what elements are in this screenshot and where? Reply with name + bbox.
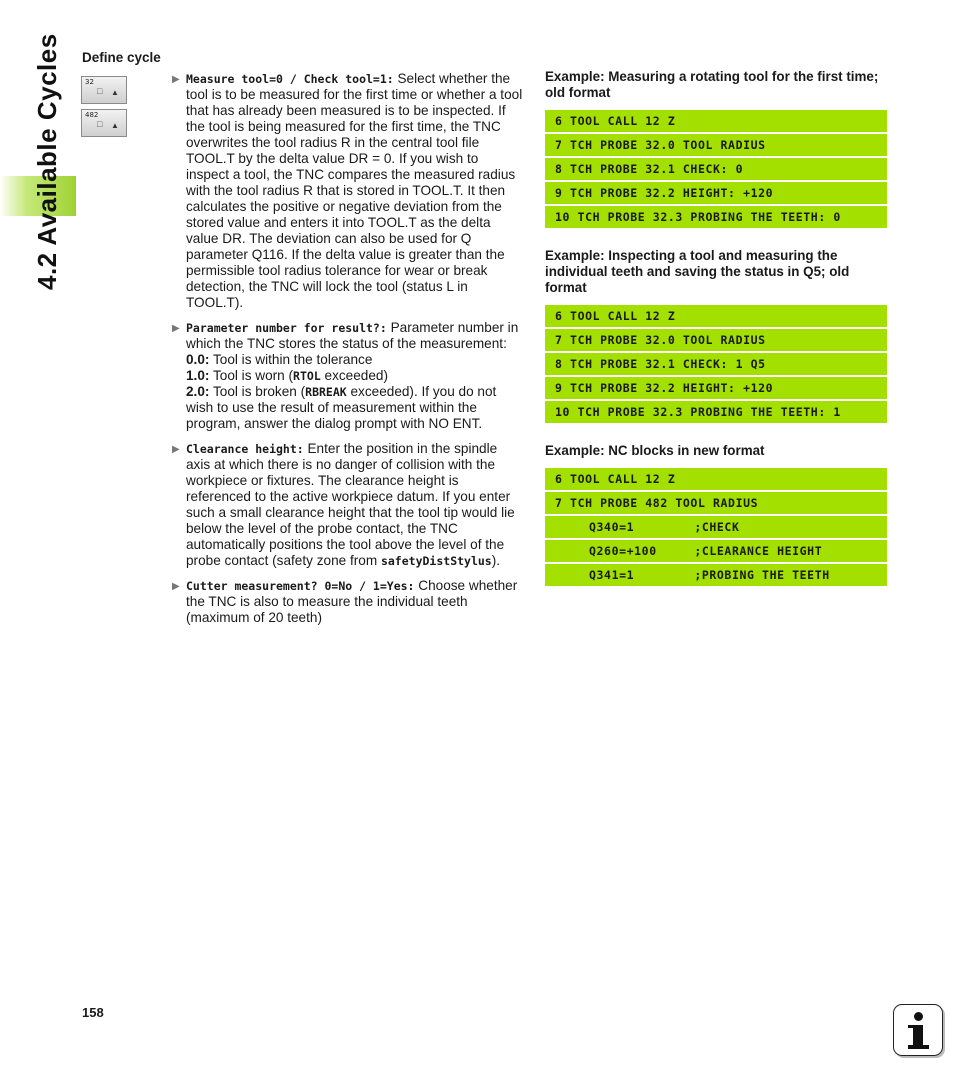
example-block xyxy=(545,69,887,228)
example-title: Example: NC blocks in new format xyxy=(545,443,765,458)
status-value-key: 2.0: xyxy=(186,384,210,399)
section-heading: Define cycle xyxy=(82,50,161,65)
nc-parameter-line: Q260=+100 ;CLEARANCE HEIGHT xyxy=(545,540,887,562)
examples-column xyxy=(545,69,887,606)
status-value-key: 0.0: xyxy=(186,352,210,367)
param-label: Parameter number for result?: xyxy=(186,321,387,335)
parameter-list xyxy=(172,71,524,635)
status-value-text: exceeded) xyxy=(320,368,389,383)
code-term: RTOL xyxy=(293,369,321,383)
nc-block-line: 10 TCH PROBE 32.3 PROBING THE TEETH: 0 xyxy=(545,206,887,228)
example-block xyxy=(545,443,887,586)
cycle-32-label: 32 xyxy=(85,78,94,86)
status-value-text: Tool is within the tolerance xyxy=(209,352,373,367)
triangle-bullet-icon: ▶ xyxy=(172,444,180,455)
param-text: Enter the position in the spindle axis at which there is no danger of collision with the workpiece or fixtures. The clearance height is referenced to the active workpiece datum. If you enter such a small clearance height that the tool tip would lie below the level of the probe contact, the TNC automatically positions the tool above the level of the probe contact (safety zone from xyxy=(186,441,515,568)
nc-block-line: 7 TCH PROBE 482 TOOL RADIUS xyxy=(545,492,887,514)
cycle-482-label: 482 xyxy=(85,111,99,119)
param-text: Parameter number in which the TNC stores the status of the measurement: xyxy=(186,320,519,351)
param-label: Measure tool=0 / Check tool=1: xyxy=(186,72,394,86)
nc-block-line: 7 TCH PROBE 32.0 TOOL RADIUS xyxy=(545,329,887,351)
chapter-title: 4.2 Available Cycles xyxy=(32,33,62,290)
nc-block-line: 7 TCH PROBE 32.0 TOOL RADIUS xyxy=(545,134,887,156)
param-label: Cutter measurement? 0=No / 1=Yes: xyxy=(186,579,415,593)
nc-block-line: 6 TOOL CALL 12 Z xyxy=(545,110,887,132)
info-icon xyxy=(893,1004,943,1056)
nc-block-line: 6 TOOL CALL 12 Z xyxy=(545,305,887,327)
status-value-text: exceeded). If you do not wish to use the result of measurement within the program, answer the dialog prompt with NO ENT. xyxy=(186,384,497,431)
triangle-bullet-icon: ▶ xyxy=(172,323,180,334)
param-clearance-height xyxy=(172,441,524,569)
code-term: RBREAK xyxy=(305,385,347,399)
nc-block-line: 6 TOOL CALL 12 Z xyxy=(545,468,887,490)
param-text: Select whether the tool is to be measured for the first time or whether a tool that has already been measured is to be inspected. If the tool is being measured for the first time, the TNC overwrites the tool radius R in the central tool file TOOL.T by the delta value DR = 0. If you wish to inspect a tool, the TNC compares the measured radius with the tool radius R that is stored in TOOL.T. It then calculates the positive or negative deviation from the stored value and enters it into TOOL.T as the delta value DR. The deviation can also be used for Q parameter Q116. If the delta value is greater than the permissible tool radius tolerance for wear or break detection, the TNC will lock the tool (status L in TOOL.T). xyxy=(186,71,523,310)
cycle-32-icon xyxy=(81,76,127,104)
nc-block-line: 8 TCH PROBE 32.1 CHECK: 0 xyxy=(545,158,887,180)
probe-icon: □ xyxy=(97,86,103,96)
probe-icon: □ xyxy=(97,119,103,129)
triangle-bullet-icon: ▶ xyxy=(172,581,180,592)
nc-block-line: 9 TCH PROBE 32.2 HEIGHT: +120 xyxy=(545,182,887,204)
param-text: Choose whether the TNC is also to measure the individual teeth (maximum of 20 teeth) xyxy=(186,578,518,625)
nc-parameter-line: Q340=1 ;CHECK xyxy=(545,516,887,538)
example-block xyxy=(545,248,887,423)
triangle-bullet-icon: ▶ xyxy=(172,74,180,85)
example-title: Example: Measuring a rotating tool for the first time; old format xyxy=(545,69,879,100)
page-number: 158 xyxy=(82,1005,104,1020)
param-label: Clearance height: xyxy=(186,442,304,456)
param-measure-check xyxy=(172,71,524,311)
nc-block-line: 9 TCH PROBE 32.2 HEIGHT: +120 xyxy=(545,377,887,399)
nc-block-line: 8 TCH PROBE 32.1 CHECK: 1 Q5 xyxy=(545,353,887,375)
tool-icon: ▲ xyxy=(111,88,119,97)
param-text-tail: ). xyxy=(491,553,501,568)
tool-icon: ▲ xyxy=(111,121,119,130)
nc-parameter-line: Q341=1 ;PROBING THE TEETH xyxy=(545,564,887,586)
cycle-482-icon xyxy=(81,109,127,137)
status-value-key: 1.0: xyxy=(186,368,210,383)
param-cutter-measurement xyxy=(172,578,524,626)
nc-block-line: 10 TCH PROBE 32.3 PROBING THE TEETH: 1 xyxy=(545,401,887,423)
status-value-text: Tool is worn ( xyxy=(209,368,294,383)
code-term: safetyDistStylus xyxy=(380,554,492,568)
param-result-number xyxy=(172,320,524,432)
example-title: Example: Inspecting a tool and measuring the individual teeth and saving the status in Q5; old format xyxy=(545,248,850,295)
status-value-text: Tool is broken ( xyxy=(209,384,306,399)
